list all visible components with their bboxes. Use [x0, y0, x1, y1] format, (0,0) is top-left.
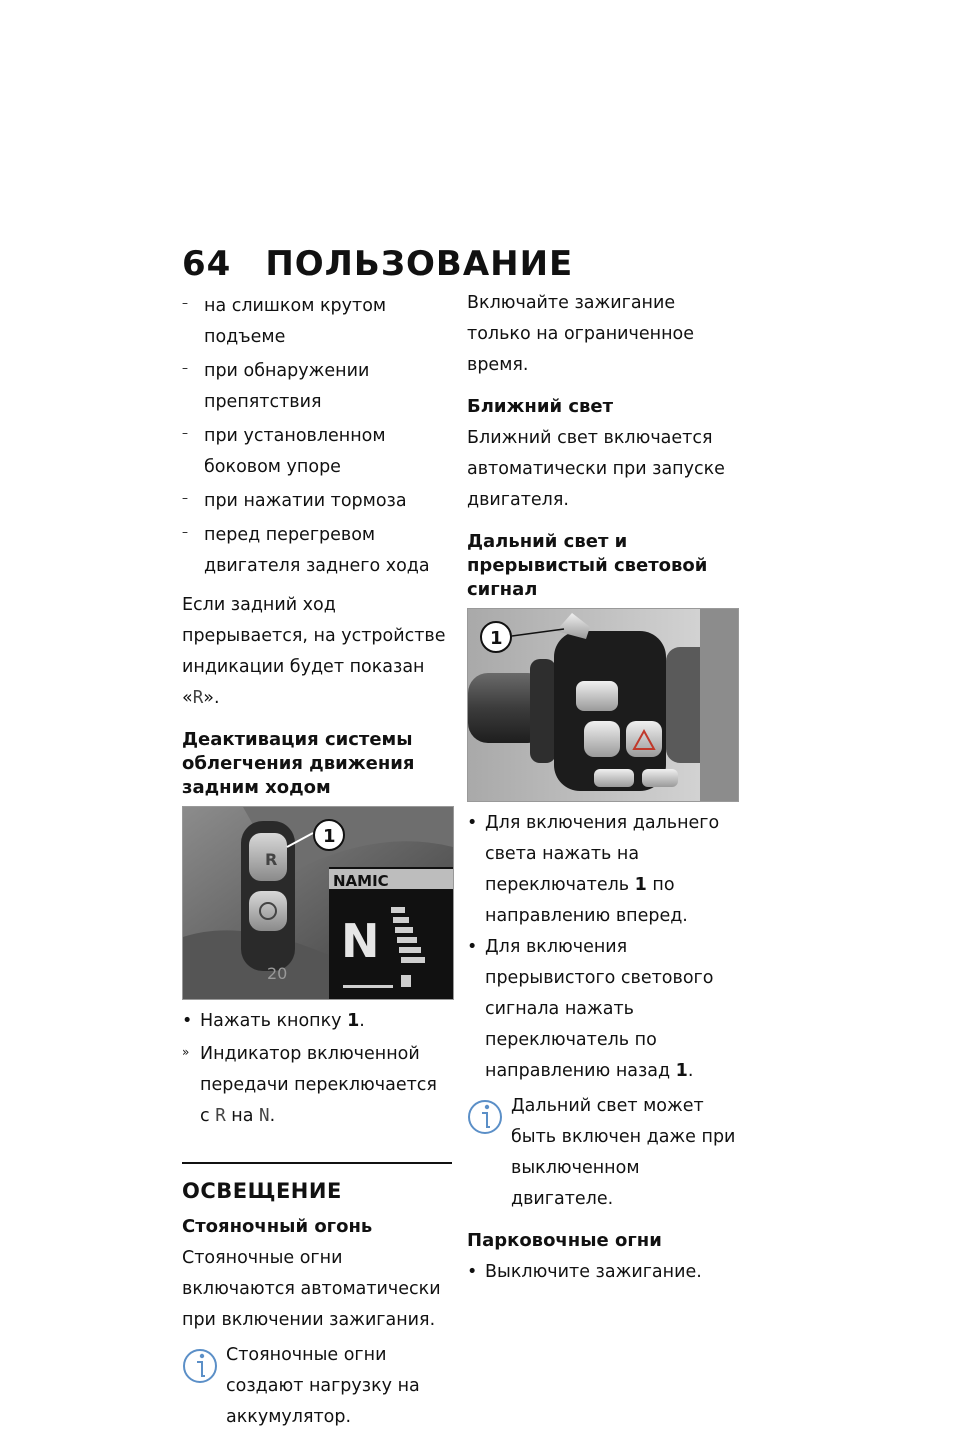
figure-dashboard — [182, 806, 454, 1000]
dash-list — [182, 288, 452, 582]
heading-parking-light: Стояночный огонь — [182, 1216, 373, 1237]
heading-deactivation: Деактивация системы облегчения движения задним ходом — [182, 729, 415, 798]
info-icon — [182, 1346, 218, 1386]
right-column — [467, 288, 737, 1288]
heading-low-beam: Ближний свет — [467, 396, 614, 417]
display-code: R — [192, 688, 204, 708]
step-high-beam: • Для включения дальнего света нажать на переключатель 1 по направлению вперед. — [467, 813, 720, 926]
heading-high-beam: Дальний свет и прерывистый световой сигнал — [467, 531, 708, 600]
step-ignition-off: • Выключите зажигание. — [467, 1262, 702, 1282]
dash-item: – перед перегревом двигателя заднего хода — [182, 525, 430, 576]
page-number: 64 — [182, 244, 232, 284]
dash-item: – при нажатии тормоза — [182, 491, 407, 511]
dash-item: – на слишком крутом подъеме — [182, 296, 387, 347]
note-high-beam: Дальний свет может быть включен даже при выключенном двигателе. — [467, 1091, 737, 1215]
step-press-button: • Нажать кнопку 1. — [182, 1011, 365, 1031]
note-parking-light: Стояночные огни создают нагрузку на аккумулятор. — [182, 1340, 452, 1433]
svg-text:1: 1 — [490, 628, 503, 649]
info-icon — [467, 1097, 503, 1137]
figure-handlebar-switch — [467, 608, 739, 802]
page-title: ПОЛЬЗОВАНИЕ — [265, 244, 574, 284]
svg-text:R: R — [265, 850, 278, 869]
result-gear-indicator: » Индикатор включенной передачи переключается с R на N. — [182, 1044, 437, 1126]
step-headlight-flasher: • Для включения прерывистого светового сигнала нажать переключатель по направлению назад 1. — [467, 937, 714, 1081]
low-beam-paragraph: Ближний свет включается автоматически при запуске двигателя. — [467, 428, 725, 510]
section-title-lighting: ОСВЕЩЕНИЕ — [182, 1162, 452, 1207]
reverse-interrupt-paragraph: Если задний ход прерывается, на устройстве индикации будет показан «R». — [182, 595, 446, 708]
display-gear: N — [341, 914, 380, 968]
dash-item: – при обнаружении препятствия — [182, 361, 370, 412]
svg-text:1: 1 — [323, 826, 336, 847]
svg-text:20: 20 — [267, 964, 288, 983]
display-mode-text: NAMIC — [333, 872, 389, 890]
page-header — [182, 244, 573, 284]
ignition-paragraph: Включайте зажигание только на ограниченное время. — [467, 293, 694, 375]
left-column — [182, 288, 452, 1433]
heading-parking-lights: Парковочные огни — [467, 1230, 662, 1251]
dash-item: – при установленном боковом упоре — [182, 426, 386, 477]
parking-light-paragraph: Стояночные огни включаются автоматически при включении зажигания. — [182, 1248, 441, 1330]
